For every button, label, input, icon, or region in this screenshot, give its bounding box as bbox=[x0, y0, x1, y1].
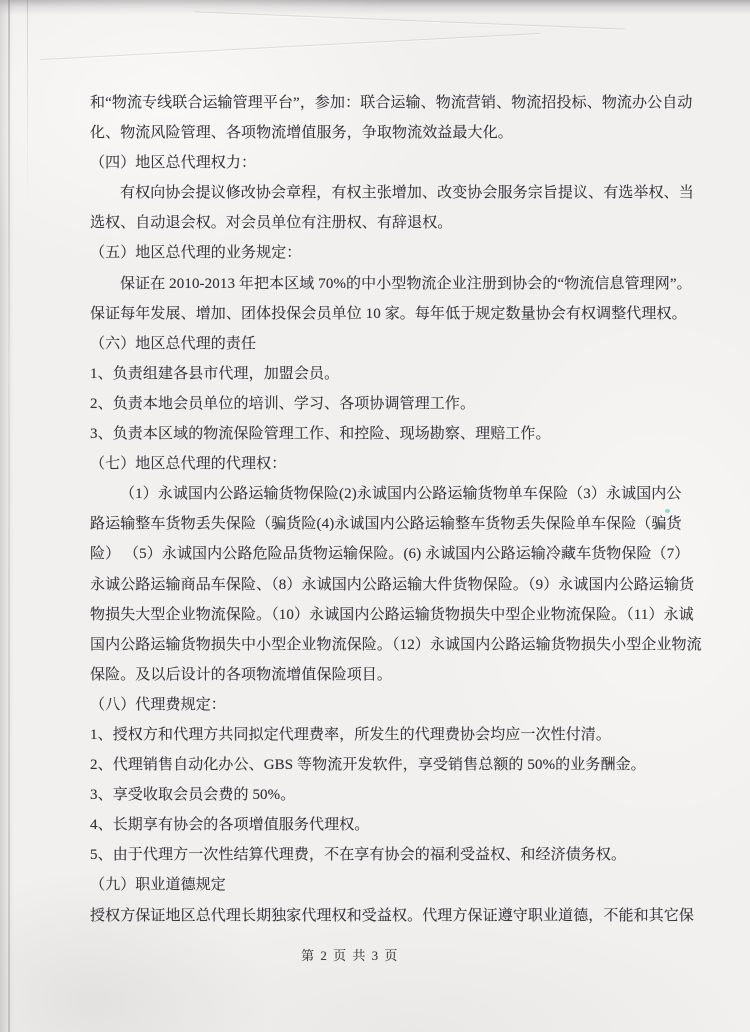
text-line: 保险。及以后设计的各项物流增值保险项目。 bbox=[90, 666, 393, 683]
document-body-text bbox=[90, 88, 702, 931]
text-line: 化、物流风险管理、各项物流增值服务，争取物流效益最大化。 bbox=[90, 125, 513, 142]
scan-crease bbox=[195, 11, 625, 29]
page-edge-fold-line bbox=[8, 0, 10, 1032]
text-line: （六）地区总代理的责任 bbox=[90, 335, 257, 352]
text-line: 和“物流专线联合运输管理平台”，参加：联合运输、物流营销、物流招投标、物流办公自动 bbox=[90, 95, 693, 111]
scan-crease bbox=[40, 33, 539, 60]
text-line: 1、负责组建各县市代理，加盟会员。 bbox=[90, 365, 340, 382]
text-line: 3、享受收取会员会费的 50%。 bbox=[90, 787, 296, 804]
text-line: 保证每年发展、增加、团体投保会员单位 10 家。每年低于规定数量协会有权调整代理权。 bbox=[90, 305, 687, 322]
text-line: 险） （5）永诚国内公路危险品货物运输保险。(6) 永诚国内公路运输冷藏车货物保险（7） bbox=[90, 546, 690, 563]
text-line: 3、负责本区域的物流保险管理工作、和控险、现场勘察、理赔工作。 bbox=[90, 426, 551, 443]
text-line: （九）职业道德规定 bbox=[90, 877, 226, 894]
text-line: 选权、自动退会权。对会员单位有注册权、有辞退权。 bbox=[90, 215, 453, 232]
text-line: 物损失大型企业物流保险。（10）永诚国内公路运输货物损失中型企业物流保险。（11）永诚 bbox=[90, 606, 694, 623]
text-line: 授权方保证地区总代理长期独家代理权和受益权。代理方保证遵守职业道德，不能和其它保 bbox=[90, 907, 695, 924]
text-line: （八）代理费规定： bbox=[90, 696, 226, 713]
text-line: 2、代理销售自动化办公、GBS 等物流开发软件，享受销售总额的 50%的业务酬金。 bbox=[90, 757, 646, 774]
text-line: 2、负责本地会员单位的培训、学习、各项协调管理工作。 bbox=[90, 395, 476, 412]
text-line: 国内公路运输货物损失中小型企业物流保险。（12）永诚国内公路运输货物损失小型企业物流 bbox=[90, 636, 702, 653]
text-line: 保证在 2010-2013 年把本区域 70%的中小型物流企业注册到协会的“物流信息管理网”。 bbox=[120, 275, 692, 292]
text-line: （四）地区总代理权力： bbox=[90, 155, 257, 172]
text-line: 永诚公路运输商品车保险、（8）永诚国内公路运输大件货物保险。（9）永诚国内公路运输货 bbox=[90, 576, 695, 593]
text-line: （七）地区总代理的代理权： bbox=[90, 456, 287, 473]
text-line: 路运输整车货物丢失保险（骗货险(4)永诚国内公路运输整车货物丢失保险单车保险（骗货 bbox=[90, 516, 682, 533]
text-line: 有权向协会提议修改协会章程，有权主张增加、改变协会服务宗旨提议、有选举权、当 bbox=[120, 185, 694, 202]
text-line: （五）地区总代理的业务规定： bbox=[90, 245, 302, 262]
page-footer: 第 2 页 共 3 页 bbox=[301, 948, 399, 963]
text-line: （1）永诚国内公路运输货物保险(2)永诚国内公路运输货物单车保险（3）永诚国内公 bbox=[120, 486, 682, 503]
text-line: 4、长期享有协会的各项增值服务代理权。 bbox=[90, 817, 370, 834]
text-line: 1、授权方和代理方共同拟定代理费率，所发生的代理费协会均应一次性付清。 bbox=[90, 726, 612, 743]
paper-edge-line bbox=[27, 0, 28, 210]
text-line: 5、由于代理方一次性结算代理费，不在享有协会的福利受益权、和经济债务权。 bbox=[90, 847, 627, 864]
